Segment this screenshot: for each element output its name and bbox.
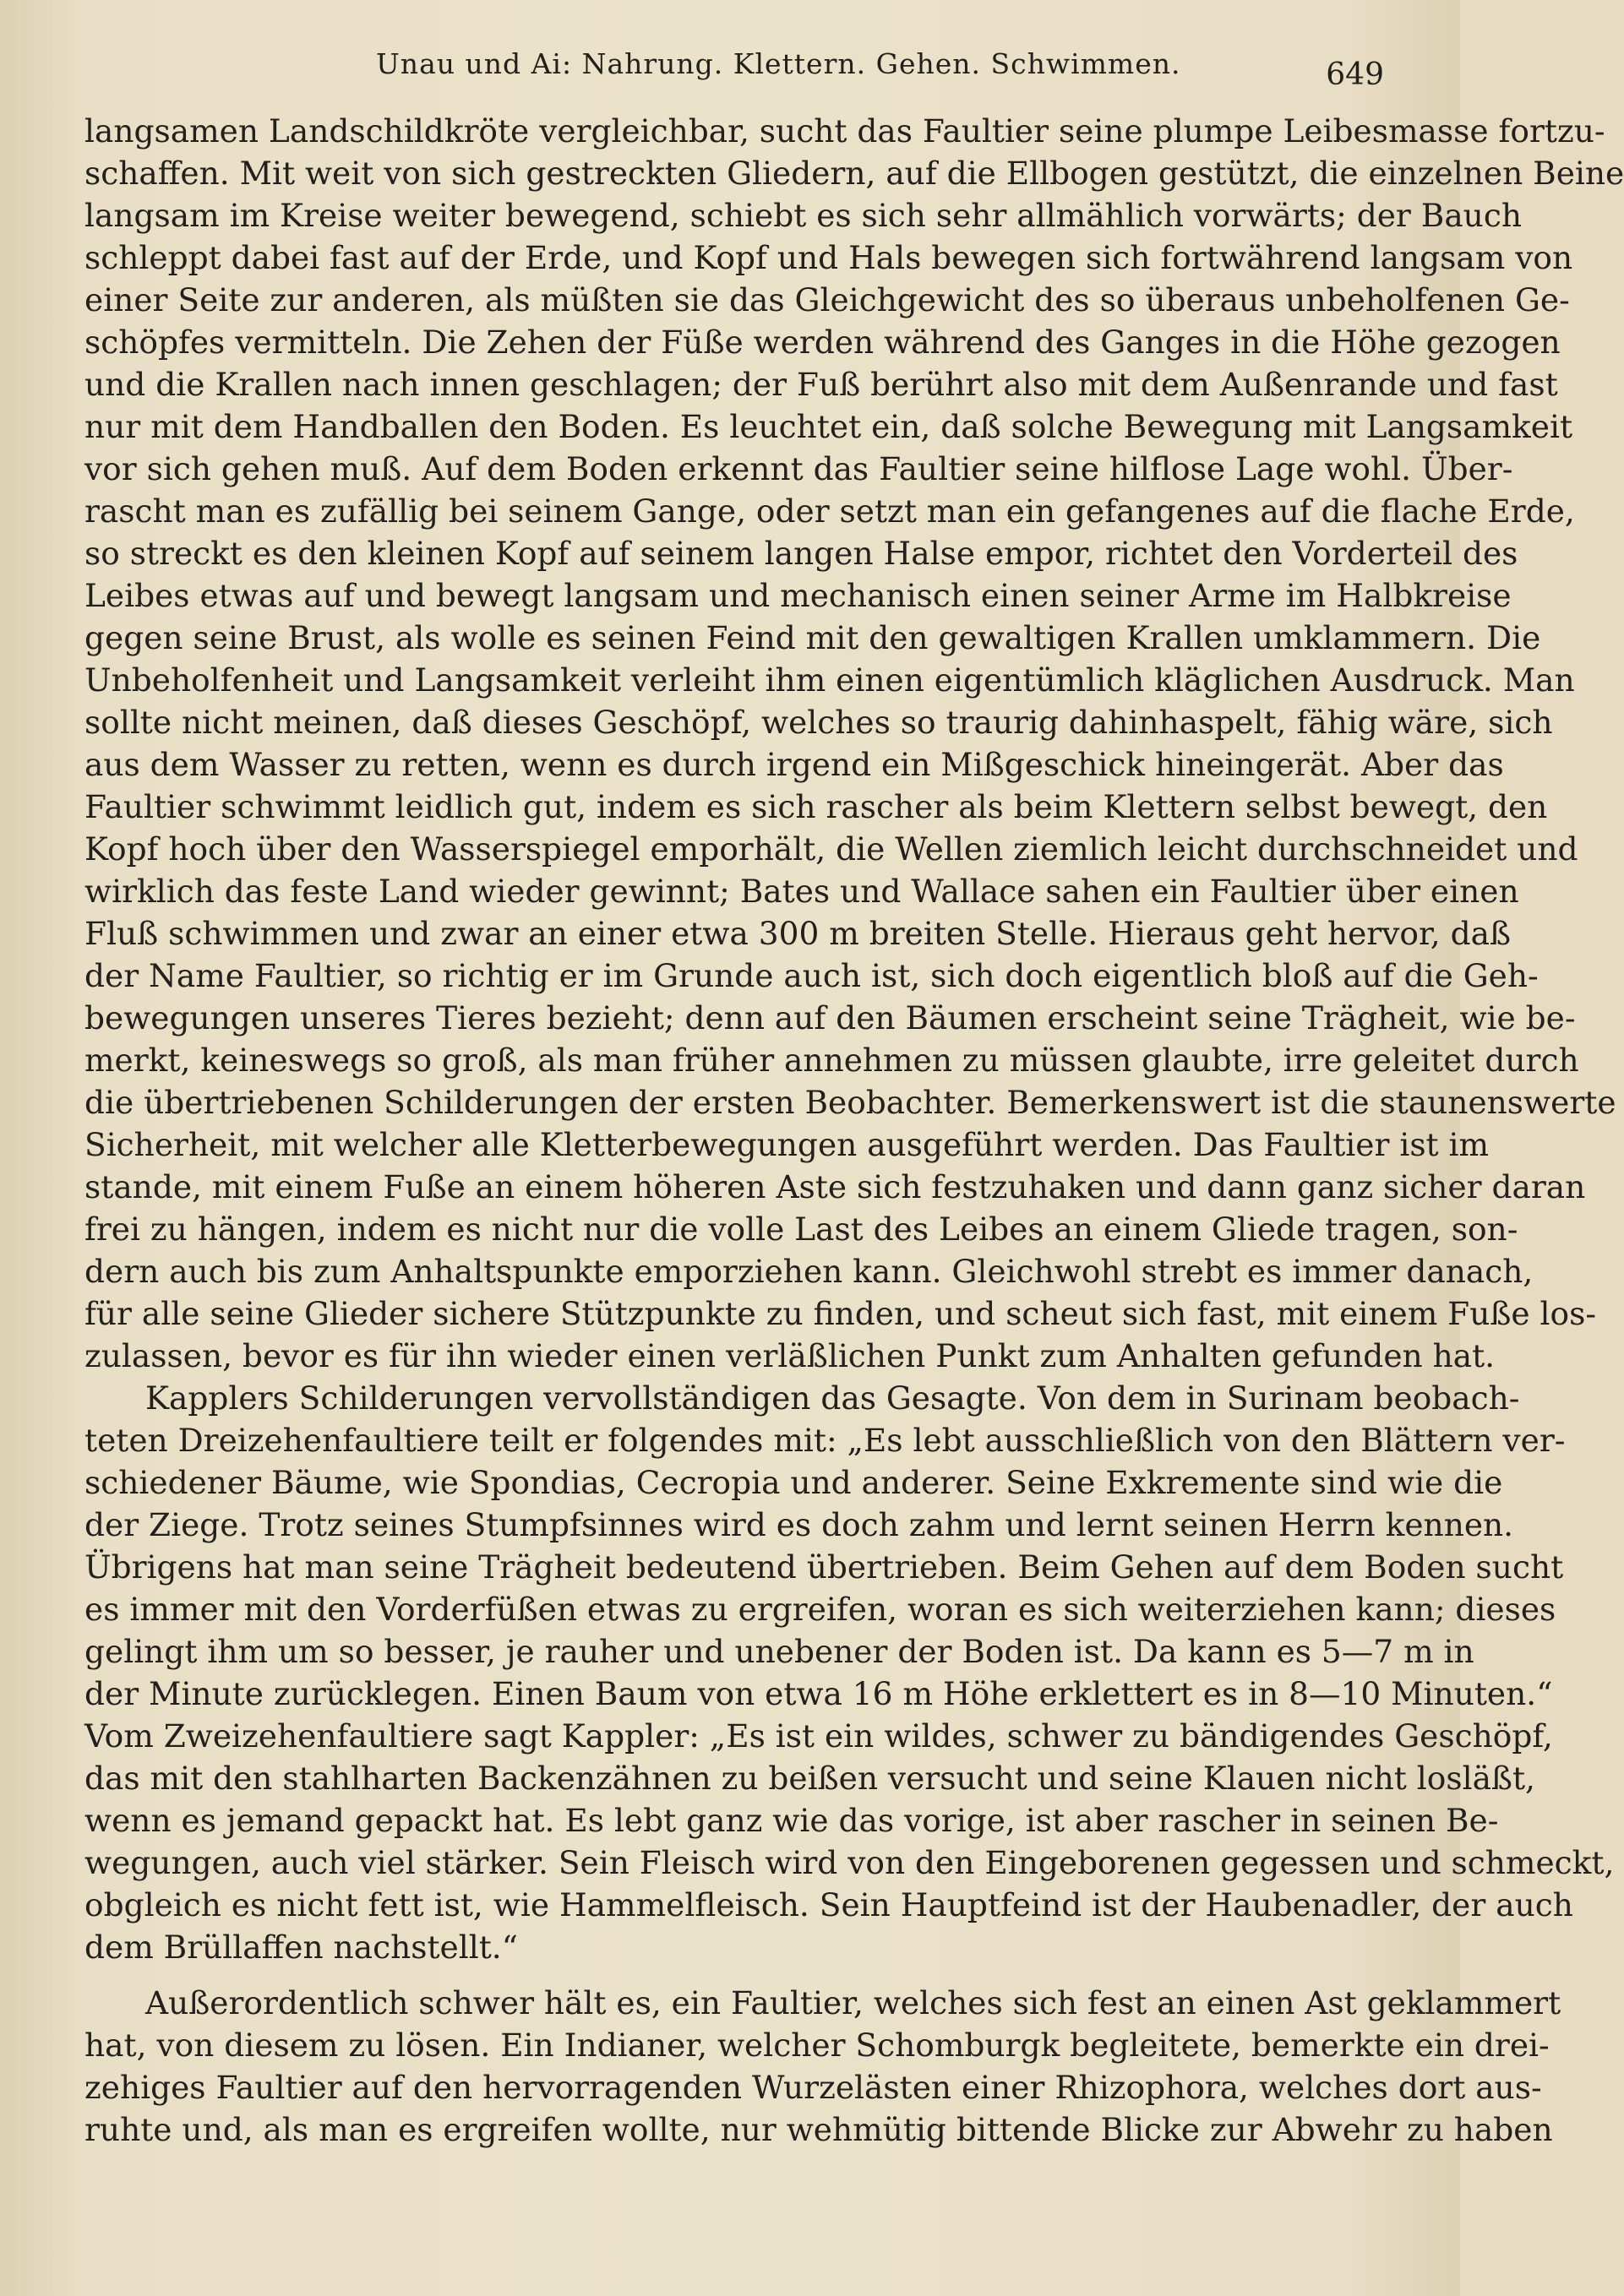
page-number: 649 <box>1326 57 1384 92</box>
text-line: Kopf hoch über den Wasserspiegel emporhält, die Wellen ziemlich leicht durchschneidet und <box>84 830 1578 868</box>
text-line: Leibes etwas auf und bewegt langsam und mechanisch einen seiner Arme im Halbkreise <box>84 577 1512 614</box>
text-line: dern auch bis zum Anhaltspunkte emporziehen kann. Gleichwohl strebt es immer danach, <box>84 1253 1534 1290</box>
text-line: zehiges Faultier auf den hervorragenden Wurzelästen einer Rhizophora, welches dort aus- <box>84 2069 1542 2106</box>
text-line: rascht man es zufällig bei seinem Gange, oder setzt man ein gefangenes auf die flache Erde, <box>84 492 1575 530</box>
text-line: Unbeholfenheit und Langsamkeit verleiht ihm einen eigentümlich kläglichen Ausdruck. Man <box>84 661 1575 699</box>
text-line: gegen seine Brust, als wolle es seinen Feind mit den gewaltigen Krallen umklammern. Die <box>84 619 1541 656</box>
text-line: und die Krallen nach innen geschlagen; der Fuß berührt also mit dem Außenrande und fast <box>84 366 1558 403</box>
page-header <box>84 34 1384 101</box>
text-line: vor sich gehen muß. Auf dem Boden erkennt das Faultier seine hilflose Lage wohl. Über- <box>84 450 1513 487</box>
text-line: Sicherheit, mit welcher alle Kletterbewegungen ausgeführt werden. Das Faultier ist im <box>84 1126 1490 1163</box>
text-line: sollte nicht meinen, daß dieses Geschöpf, welches so traurig dahinhaspelt, fähig wäre, sich <box>84 704 1553 741</box>
paragraph-gap <box>84 1968 1386 1982</box>
text-line: teten Dreizehenfaultiere teilt er folgendes mit: „Es lebt ausschließlich von den Blättern ver- <box>84 1422 1566 1459</box>
text-line: der Ziege. Trotz seines Stumpfsinnes wird es doch zahm und lernt seinen Herrn kennen. <box>84 1506 1514 1543</box>
body-text <box>84 110 1624 2151</box>
text-line: wirklich das feste Land wieder gewinnt; Bates und Wallace sahen ein Faultier über einen <box>84 873 1519 910</box>
text-line: langsamen Landschildkröte vergleichbar, sucht das Faultier seine plumpe Leibesmasse fortzu- <box>84 112 1605 150</box>
text-line: der Minute zurücklegen. Einen Baum von etwa 16 m Höhe erklettert es in 8—10 Minuten.“ <box>84 1675 1553 1712</box>
text-line: wenn es jemand gepackt hat. Es lebt ganz wie das vorige, ist aber rascher in seinen Be- <box>84 1802 1499 1839</box>
text-line: bewegungen unseres Tieres bezieht; denn auf den Bäumen erscheint seine Trägheit, wie be- <box>84 999 1576 1036</box>
text-line: dem Brüllaffen nachstellt.“ <box>84 1929 518 1966</box>
text-line: der Name Faultier, so richtig er im Grunde auch ist, sich doch eigentlich bloß auf die Geh- <box>84 957 1539 994</box>
text-line: ruhte und, als man es ergreifen wollte, nur wehmütig bittende Blicke zur Abwehr zu haben <box>84 2111 1553 2148</box>
text-line: die übertriebenen Schilderungen der ersten Beobachter. Bemerkenswert ist die staunenswerte <box>84 1084 1616 1121</box>
text-line: hat, von diesem zu lösen. Ein Indianer, welcher Schomburgk begleitete, bemerkte ein drei- <box>84 2027 1550 2064</box>
text-line: nur mit dem Handballen den Boden. Es leuchtet ein, daß solche Bewegung mit Langsamkeit <box>84 408 1573 445</box>
paragraph-first-line: Kapplers Schilderungen vervollständigen das Gesagte. Von dem in Surinam beobach- <box>145 1379 1520 1417</box>
text-line: für alle seine Glieder sichere Stützpunkte zu finden, und scheut sich fast, mit einem Fuße los- <box>84 1295 1596 1332</box>
text-line: stande, mit einem Fuße an einem höheren Aste sich festzuhaken und dann ganz sicher daran <box>84 1168 1586 1205</box>
text-line: schöpfes vermitteln. Die Zehen der Füße werden während des Ganges in die Höhe gezogen <box>84 324 1561 361</box>
text-line: Fluß schwimmen und zwar an einer etwa 300 m breiten Stelle. Hieraus geht hervor, daß <box>84 915 1512 952</box>
text-line: einer Seite zur anderen, als müßten sie das Gleichgewicht des so überaus unbeholfenen Ge- <box>84 281 1570 318</box>
text-line: schleppt dabei fast auf der Erde, und Kopf und Hals bewegen sich fortwährend langsam von <box>84 239 1573 276</box>
text-line: Vom Zweizehenfaultiere sagt Kappler: „Es ist ein wildes, schwer zu bändigendes Geschöpf, <box>84 1717 1553 1755</box>
text-line: merkt, keineswegs so groß, als man früher annehmen zu müssen glaubte, irre geleitet durch <box>84 1042 1579 1079</box>
text-line: gelingt ihm um so besser, je rauher und unebener der Boden ist. Da kann es 5—7 m in <box>84 1633 1474 1670</box>
text-line: wegungen, auch viel stärker. Sein Fleisch wird von den Eingeborenen gegessen und schmeckt, <box>84 1844 1615 1881</box>
text-line: aus dem Wasser zu retten, wenn es durch irgend ein Mißgeschick hineingerät. Aber das <box>84 746 1504 783</box>
text-line: Übrigens hat man seine Trägheit bedeutend übertrieben. Beim Gehen auf dem Boden sucht <box>84 1548 1564 1586</box>
text-line: schaffen. Mit weit von sich gestreckten Gliedern, auf die Ellbogen gestützt, die einzelnen Beine <box>84 155 1624 192</box>
paragraph-first-line: Außerordentlich schwer hält es, ein Faultier, welches sich fest an einen Ast geklammert <box>145 1984 1561 2021</box>
text-line: so streckt es den kleinen Kopf auf seinem langen Halse empor, richtet den Vorderteil des <box>84 535 1518 572</box>
text-line: frei zu hängen, indem es nicht nur die volle Last des Leibes an einem Gliede tragen, son- <box>84 1211 1518 1248</box>
text-line: zulassen, bevor es für ihn wieder einen verläßlichen Punkt zum Anhalten gefunden hat. <box>84 1337 1496 1374</box>
running-title: Unau und Ai: Nahrung. Klettern. Gehen. Schwimmen. <box>376 47 1181 80</box>
text-line: Faultier schwimmt leidlich gut, indem es sich rascher als beim Klettern selbst bewegt, den <box>84 788 1548 825</box>
text-line: langsam im Kreise weiter bewegend, schiebt es sich sehr allmählich vorwärts; der Bauch <box>84 197 1522 234</box>
text-line: schiedener Bäume, wie Spondias, Cecropia und anderer. Seine Exkremente sind wie die <box>84 1464 1503 1501</box>
text-line: es immer mit den Vorderfüßen etwas zu ergreifen, woran es sich weiterziehen kann; dieses <box>84 1591 1556 1628</box>
text-line: obgleich es nicht fett ist, wie Hammelfleisch. Sein Hauptfeind ist der Haubenadler, der auch <box>84 1886 1573 1923</box>
text-line: das mit den stahlharten Backenzähnen zu beißen versucht und seine Klauen nicht losläßt, <box>84 1760 1535 1797</box>
